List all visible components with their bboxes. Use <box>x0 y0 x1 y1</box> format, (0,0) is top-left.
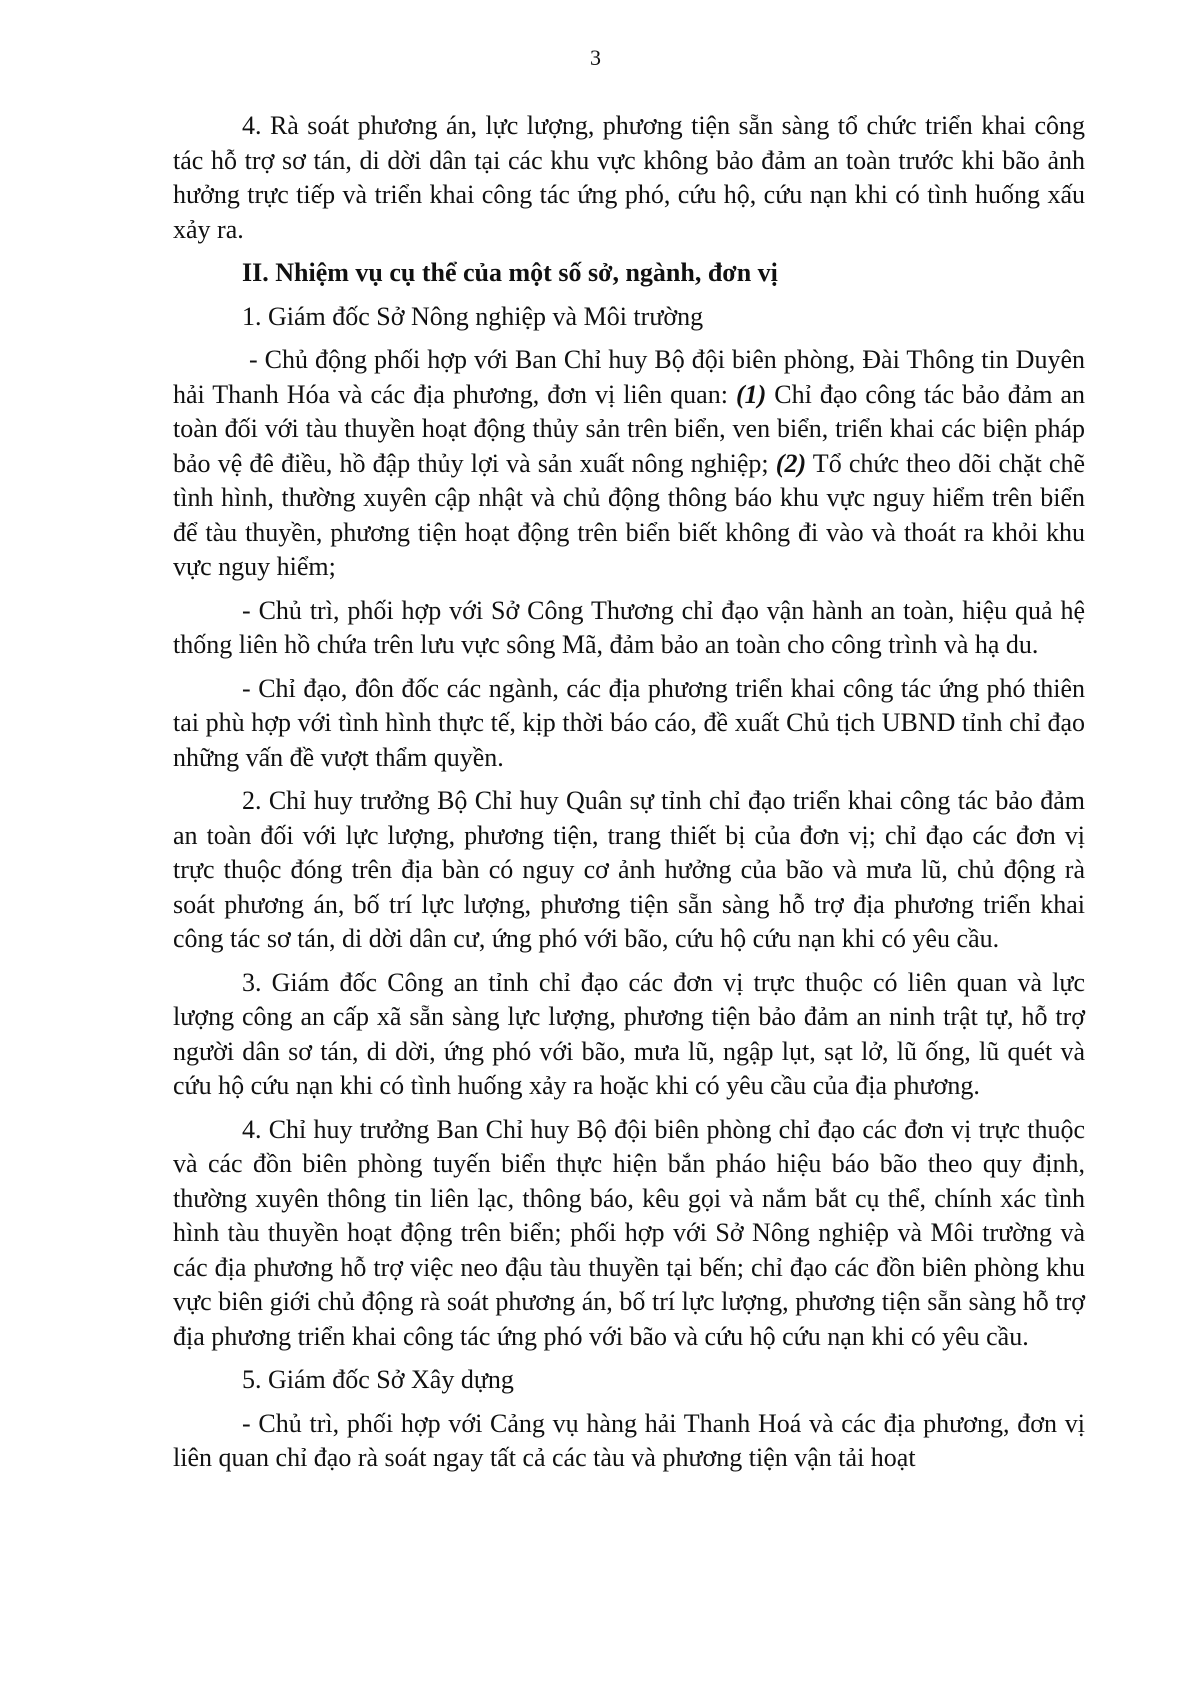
paragraph-task-4-review-plans: 4. Rà soát phương án, lực lượng, phương tiện sẵn sàng tổ chức triển khai công tác hỗ trợ sơ tán, di dời dân tại các khu vực không bảo đảm an toàn trước khi bão ảnh hưởng trực tiếp và triển khai công tác ứng phó, cứu hộ, cứu nạn khi có tình huống xấu xảy ra. <box>173 111 1085 244</box>
item-2-military-command: 2. Chỉ huy trưởng Bộ Chỉ huy Quân sự tỉnh chỉ đạo triển khai công tác bảo đảm an toàn đối với lực lượng, phương tiện, trang thiết bị của đơn vị; chỉ đạo các đơn vị trực thuộc đóng trên địa bàn có nguy cơ ảnh hưởng của bão và mưa lũ, chủ động rà soát phương án, bố trí lực lượng, phương tiện sẵn sàng hỗ trợ địa phương triển khai công tác sơ tán, di dời dân cư, ứng phó với bão, cứu hộ cứu nạn khi có yêu cầu. <box>173 786 1085 953</box>
item-4-border-guard: 4. Chỉ huy trưởng Ban Chỉ huy Bộ đội biên phòng chỉ đạo các đơn vị trực thuộc và các đồn biên phòng tuyến biển thực hiện bắn pháo hiệu báo bão theo quy định, thường xuyên thông tin liên lạc, thông báo, kêu gọi và nắm bắt cụ thể, chính xác tình hình tàu thuyền hoạt động trên biển; phối hợp với Sở Nông nghiệp và Môi trường và các địa phương hỗ trợ việc neo đậu tàu thuyền tại bến; chỉ đạo các đồn biên phòng khu vực biên giới chủ động rà soát phương án, bố trí lực lượng, phương tiện sẵn sàng hỗ trợ địa phương triển khai công tác ứng phó với bão và cứu hộ cứu nạn khi có yêu cầu. <box>173 1114 1085 1351</box>
item-1-bullet-1-text-c: Tổ chức theo dõi chặt chẽ tình hình, thường xuyên cập nhật và chủ động thông báo khu vực nguy hiểm trên biển để tàu thuyền, phương tiện hoạt động trên biển biết không đi vào và thoát ra khỏi khu vực nguy hiểm; <box>173 448 1085 581</box>
item-1-bullet-2: - Chủ trì, phối hợp với Sở Công Thương chỉ đạo vận hành an toàn, hiệu quả hệ thống liên hồ chứa trên lưu vực sông Mã, đảm bảo an toàn cho công trình và hạ du. <box>173 595 1085 659</box>
enumeration-mark-2: (2) <box>775 448 807 478</box>
page-number: 3 <box>590 45 601 70</box>
item-1-bullet-1 <box>173 343 1085 585</box>
enumeration-mark-1: (1) <box>735 379 767 409</box>
item-3-provincial-police: 3. Giám đốc Công an tỉnh chỉ đạo các đơn vị trực thuộc có liên quan và lực lượng công an cấp xã sẵn sàng lực lượng, phương tiện bảo đảm an ninh trật tự, hỗ trợ người dân sơ tán, di dời, ứng phó với bão, mưa lũ, ngập lụt, sạt lở, lũ ống, lũ quét và cứu hộ cứu nạn khi có tình huống xảy ra hoặc khi có yêu cầu của địa phương. <box>173 967 1085 1100</box>
item-1-title: 1. Giám đốc Sở Nông nghiệp và Môi trường <box>242 301 704 331</box>
item-1-bullet-1-text-b: Chỉ đạo công tác bảo đảm an toàn đối với tàu thuyền hoạt động thủy sản trên biển, ven biển, triển khai các biện pháp bảo vệ đê điều, hồ đập thủy lợi và sản xuất nông nghiệp; <box>173 379 1085 478</box>
item-1-bullet-1-text-a: - Chủ động phối hợp với Ban Chỉ huy Bộ đội biên phòng, Đài Thông tin Duyên hải Thanh Hóa và các địa phương, đơn vị liên quan: <box>173 345 1085 409</box>
item-1-bullet-3: - Chỉ đạo, đôn đốc các ngành, các địa phương triển khai công tác ứng phó thiên tai phù hợp với tình hình thực tế, kịp thời báo cáo, đề xuất Chủ tịch UBND tỉnh chỉ đạo những vấn đề vượt thẩm quyền. <box>173 673 1085 772</box>
section-heading-specific-tasks: II. Nhiệm vụ cụ thể của một số sở, ngành, đơn vị <box>242 258 778 287</box>
item-5-title: 5. Giám đốc Sở Xây dựng <box>242 1365 514 1394</box>
item-5-bullet-1: - Chủ trì, phối hợp với Cảng vụ hàng hải Thanh Hoá và các địa phương, đơn vị liên quan chỉ đạo rà soát ngay tất cả các tàu và phương tiện vận tải hoạt <box>173 1408 1085 1472</box>
document-body <box>173 109 1085 1485</box>
